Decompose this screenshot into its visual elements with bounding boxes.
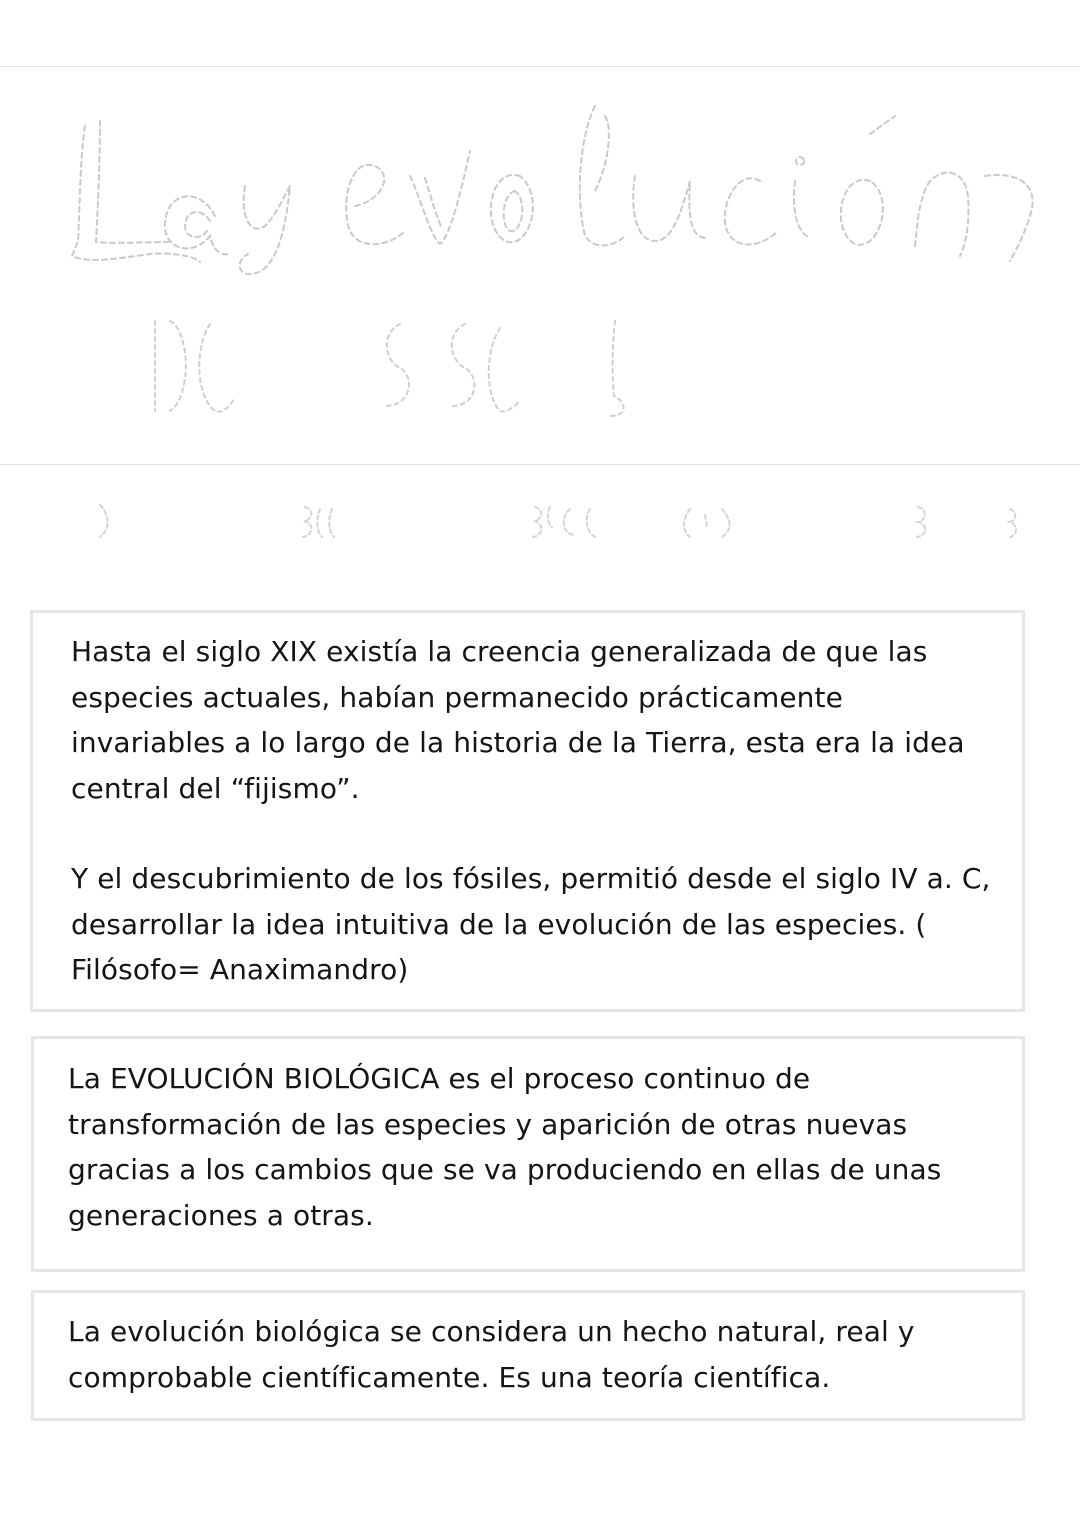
header-bottom-divider	[0, 464, 1080, 465]
definition-paragraph: La EVOLUCIÓN BIOLÓGICA es el proceso continuo de transformación de las especies y aparición de otras nuevas gracias a los cambios que se va produciendo en ellas de unas generaciones a otras.	[68, 1062, 942, 1232]
intro-paragraph-1: Hasta el siglo XIX existía la creencia generalizada de que las especies actuales, habían permanecido prácticamente invariables a lo largo de la historia de la Tierra, esta era la idea central del “fijismo”.	[71, 635, 965, 805]
conclusion-text-box	[31, 1290, 1025, 1421]
definition-text-box	[31, 1036, 1025, 1272]
faint-lettering-row	[0, 495, 1080, 555]
intro-paragraph-2: Y el descubrimiento de los fósiles, permitió desde el siglo IV a. C, desarrollar la idea intuitiva de la evolución de las especies. ( Filósofo= Anaximandro)	[71, 862, 991, 986]
outlined-title-lettering	[0, 66, 1080, 466]
conclusion-paragraph: La evolución biológica se considera un hecho natural, real y comprobable científicamente. Es una teoría científica.	[68, 1315, 915, 1394]
intro-text-box	[30, 610, 1025, 1012]
